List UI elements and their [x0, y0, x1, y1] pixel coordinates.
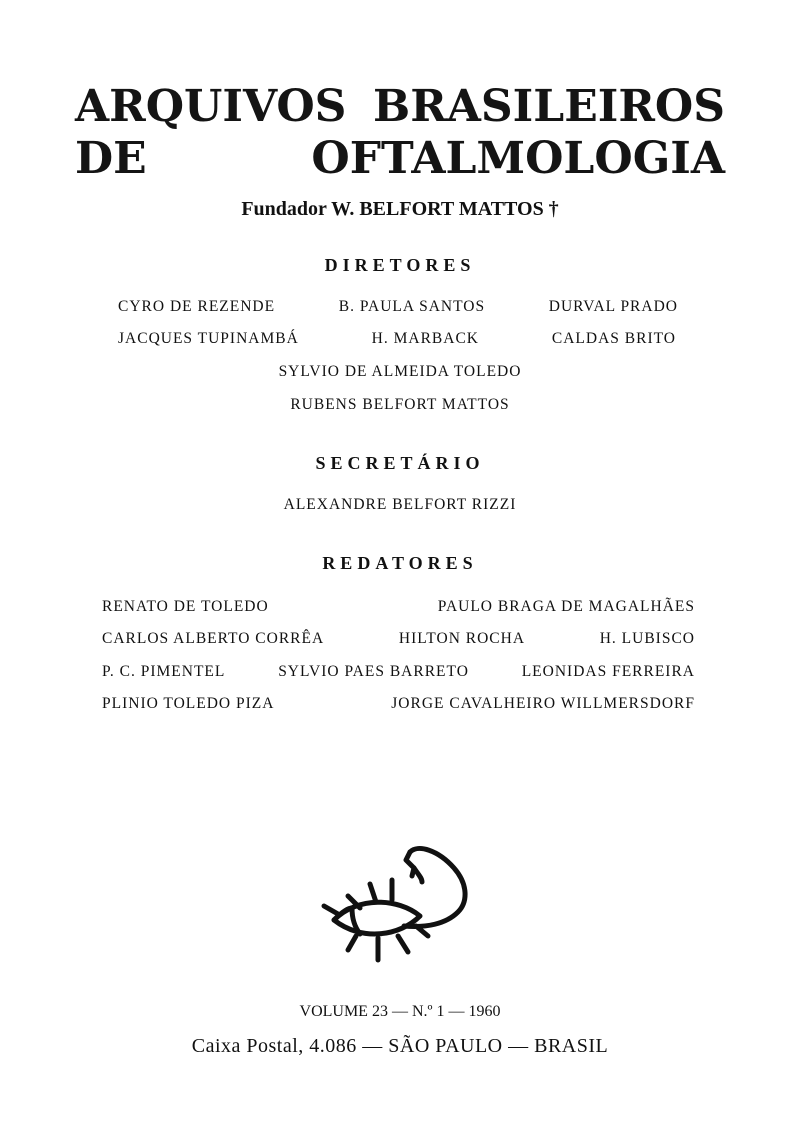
secretary-name: ALEXANDRE BELFORT RIZZI	[283, 496, 517, 513]
editor-name: LEONIDAS FERREIRA	[521, 663, 695, 680]
editor-name: P. C. PIMENTEL	[102, 663, 226, 680]
directors-row-2	[118, 330, 676, 348]
journal-title-line-1: ARQUIVOS BRASILEIROS	[75, 81, 725, 132]
director-name: RUBENS BELFORT MATTOS	[290, 396, 510, 413]
address-line: Caixa Postal, 4.086 — SÃO PAULO — BRASIL	[191, 1035, 609, 1057]
eye-emblem-icon	[318, 838, 488, 970]
directors-row-3	[0, 363, 800, 381]
director-name: B. PAULA SANTOS	[338, 298, 486, 315]
journal-title-line-2: DE OFTALMOLOGIA	[75, 133, 725, 184]
editor-name: SYLVIO PAES BARRETO	[278, 663, 469, 680]
editors-row-3	[102, 663, 695, 681]
founder-line: Fundador W. BELFORT MATTOS †	[241, 198, 559, 220]
director-name: DURVAL PRADO	[548, 298, 678, 315]
secretary-heading: SECRETÁRIO	[315, 453, 485, 473]
directors-heading: DIRETORES	[324, 255, 476, 275]
editors-row-2	[102, 630, 695, 648]
editor-name: PAULO BRAGA DE MAGALHÃES	[437, 598, 695, 615]
editors-row-1	[102, 598, 695, 616]
directors-row-1	[118, 298, 678, 316]
director-name: SYLVIO DE ALMEIDA TOLEDO	[278, 363, 522, 380]
editors-row-4	[102, 695, 695, 713]
editors-heading: REDATORES	[322, 553, 478, 573]
editor-name: HILTON ROCHA	[398, 630, 526, 647]
editor-name: JORGE CAVALHEIRO WILLMERSDORF	[391, 695, 695, 712]
director-name: CYRO DE REZENDE	[118, 298, 276, 315]
director-name: CALDAS BRITO	[551, 330, 676, 347]
editor-name: CARLOS ALBERTO CORRÊA	[102, 630, 325, 647]
volume-line: VOLUME 23 — N.º 1 — 1960	[299, 1003, 501, 1020]
editor-name: H. LUBISCO	[599, 630, 695, 647]
director-name: H. MARBACK	[371, 330, 479, 347]
directors-row-4	[0, 396, 800, 414]
editor-name: RENATO DE TOLEDO	[102, 598, 269, 615]
editor-name: PLINIO TOLEDO PIZA	[102, 695, 275, 712]
director-name: JACQUES TUPINAMBÁ	[118, 330, 299, 347]
